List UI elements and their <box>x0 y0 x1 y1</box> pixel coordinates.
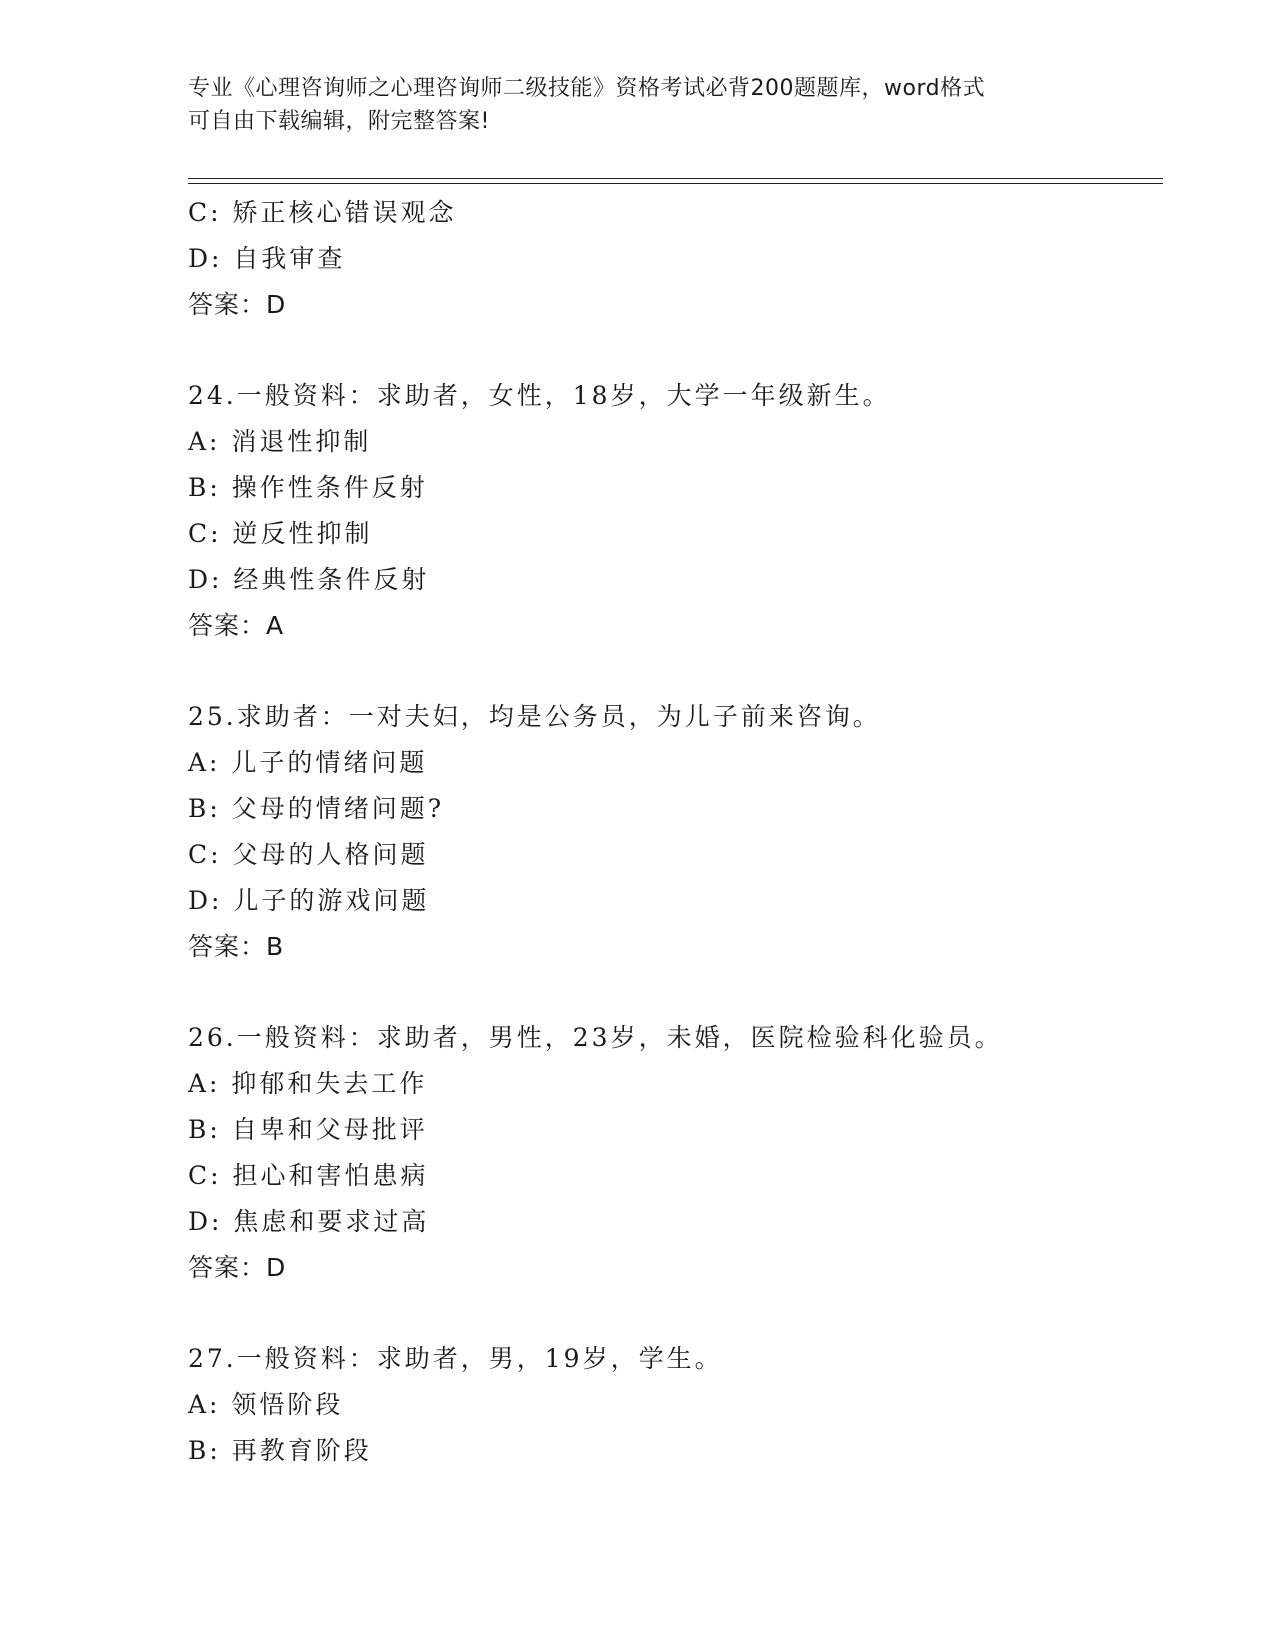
question-stem: 24.一般资料：求助者，女性，18岁，大学一年级新生。 <box>188 381 891 410</box>
answer-line: 答案：A <box>188 611 285 640</box>
answer-line: 答案：B <box>188 932 285 961</box>
option-b: B: 父母的情绪问题? <box>188 794 445 823</box>
option-c: C: 父母的人格问题 <box>188 840 429 869</box>
option-d: D: 经典性条件反射 <box>188 565 430 594</box>
question-25 <box>188 694 1168 970</box>
option-b: B: 自卑和父母批评 <box>188 1115 428 1144</box>
option-c: C: 矫正核心错误观念 <box>188 198 457 227</box>
header-title-line-1: 专业《心理咨询师之心理咨询师二级技能》资格考试必背200题题库，word格式 <box>188 76 986 101</box>
option-a: A: 抑郁和失去工作 <box>188 1069 428 1098</box>
spacer <box>188 1291 1168 1336</box>
option-d: D: 焦虑和要求过高 <box>188 1207 430 1236</box>
document-header <box>188 72 1088 138</box>
option-c: C: 逆反性抑制 <box>188 519 373 548</box>
question-stem: 27.一般资料：求助者，男，19岁，学生。 <box>188 1344 723 1373</box>
header-divider-bottom <box>188 183 1163 184</box>
question-list <box>188 190 1168 1474</box>
question-26 <box>188 1015 1168 1291</box>
option-b: B: 操作性条件反射 <box>188 473 428 502</box>
option-b: B: 再教育阶段 <box>188 1436 372 1465</box>
header-divider-top <box>188 178 1163 179</box>
question-stem: 26.一般资料：求助者，男性，23岁，未婚，医院检验科化验员。 <box>188 1023 1003 1052</box>
option-a: A: 儿子的情绪问题 <box>188 748 428 777</box>
question-fragment <box>188 190 1168 328</box>
option-d: D: 自我审查 <box>188 244 346 273</box>
option-d: D: 儿子的游戏问题 <box>188 886 430 915</box>
header-title-line-2: 可自由下载编辑，附完整答案! <box>188 109 490 134</box>
option-a: A: 消退性抑制 <box>188 427 372 456</box>
spacer <box>188 328 1168 373</box>
spacer <box>188 649 1168 694</box>
option-a: A: 领悟阶段 <box>188 1390 344 1419</box>
answer-line: 答案：D <box>188 290 287 319</box>
answer-line: 答案：D <box>188 1253 287 1282</box>
question-stem: 25.求助者：一对夫妇，均是公务员，为儿子前来咨询。 <box>188 702 881 731</box>
spacer <box>188 970 1168 1015</box>
question-27 <box>188 1336 1168 1474</box>
option-c: C: 担心和害怕患病 <box>188 1161 429 1190</box>
question-24 <box>188 373 1168 649</box>
